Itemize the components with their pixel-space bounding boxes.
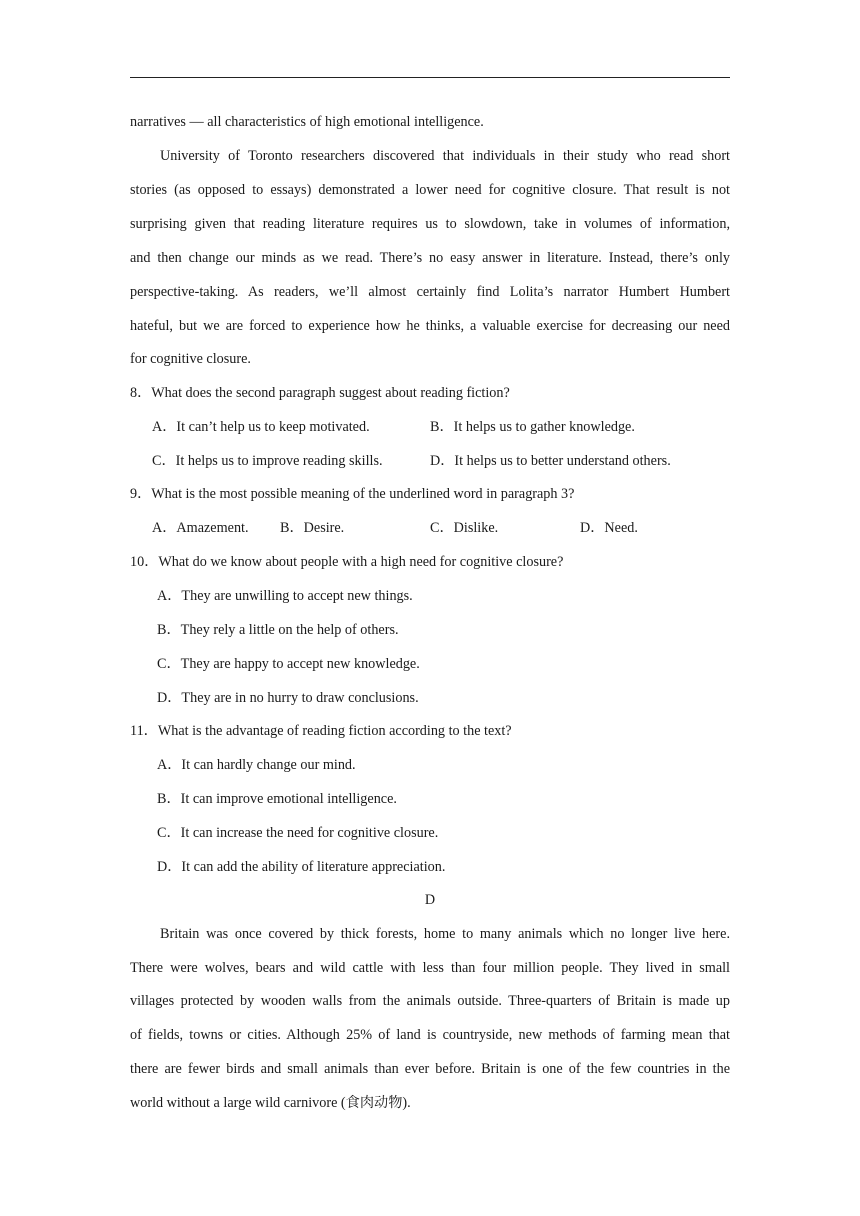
section-heading: D: [424, 892, 436, 908]
passage-line: perspective-taking. As readers, we’ll almost certainly find Lolita’s narrator Humbert Humbert: [130, 284, 730, 300]
question-9-option-a: A．Amazement.: [152, 520, 249, 536]
passage-line: surprising given that reading literature requires us to slowdown, take in volumes of information,: [130, 216, 730, 232]
passage-line: for cognitive closure.: [130, 351, 251, 367]
question-10-option-d: D．They are in no hurry to draw conclusions.: [157, 690, 419, 706]
question-8-option-b: B．It helps us to gather knowledge.: [430, 419, 635, 435]
passage-line: Britain was once covered by thick forests, home to many animals which no longer live here.: [160, 926, 730, 942]
question-9-stem: 9．What is the most possible meaning of the underlined word in paragraph 3?: [130, 486, 575, 502]
passage-line: of fields, towns or cities. Although 25% of land is countryside, new methods of farming mean that: [130, 1027, 730, 1043]
question-10-option-b: B．They rely a little on the help of others.: [157, 622, 399, 638]
question-8-option-c: C．It helps us to improve reading skills.: [152, 453, 383, 469]
question-8-option-a: A．It can’t help us to keep motivated.: [152, 419, 370, 435]
question-10-option-a: A．They are unwilling to accept new things.: [157, 588, 413, 604]
question-10-option-c: C．They are happy to accept new knowledge.: [157, 656, 420, 672]
question-9-option-d: D．Need.: [580, 520, 638, 536]
question-11-option-a: A．It can hardly change our mind.: [157, 757, 356, 773]
passage-line: and then change our minds as we read. There’s no easy answer in literature. Instead, there’s only: [130, 250, 730, 266]
question-11-option-d: D．It can add the ability of literature appreciation.: [157, 859, 446, 875]
passage-line: University of Toronto researchers discovered that individuals in their study who read short: [160, 148, 730, 164]
passage-line: narratives — all characteristics of high emotional intelligence.: [130, 114, 484, 130]
question-11-stem: 11．What is the advantage of reading fiction according to the text?: [130, 723, 512, 739]
question-11-option-c: C．It can increase the need for cognitive closure.: [157, 825, 439, 841]
question-10-stem: 10．What do we know about people with a high need for cognitive closure?: [130, 554, 564, 570]
question-8-stem: 8．What does the second paragraph suggest about reading fiction?: [130, 385, 510, 401]
passage-line: hateful, but we are forced to experience how he thinks, a valuable exercise for decreasing our need: [130, 318, 730, 334]
question-9-option-c: C．Dislike.: [430, 520, 499, 536]
question-11-option-b: B．It can improve emotional intelligence.: [157, 791, 397, 807]
passage-line: there are fewer birds and small animals than ever before. Britain is one of the few countries in the: [130, 1061, 730, 1077]
passage-line: There were wolves, bears and wild cattle with less than four million people. They lived in small: [130, 960, 730, 976]
header-rule: [130, 77, 730, 78]
question-9-option-b: B．Desire.: [280, 520, 345, 536]
passage-line: world without a large wild carnivore (食肉动物).: [130, 1095, 411, 1111]
passage-line: stories (as opposed to essays) demonstrated a lower need for cognitive closure. That result is not: [130, 182, 730, 198]
question-8-option-d: D．It helps us to better understand others.: [430, 453, 671, 469]
passage-line: villages protected by wooden walls from the animals outside. Three-quarters of Britain is made up: [130, 993, 730, 1009]
